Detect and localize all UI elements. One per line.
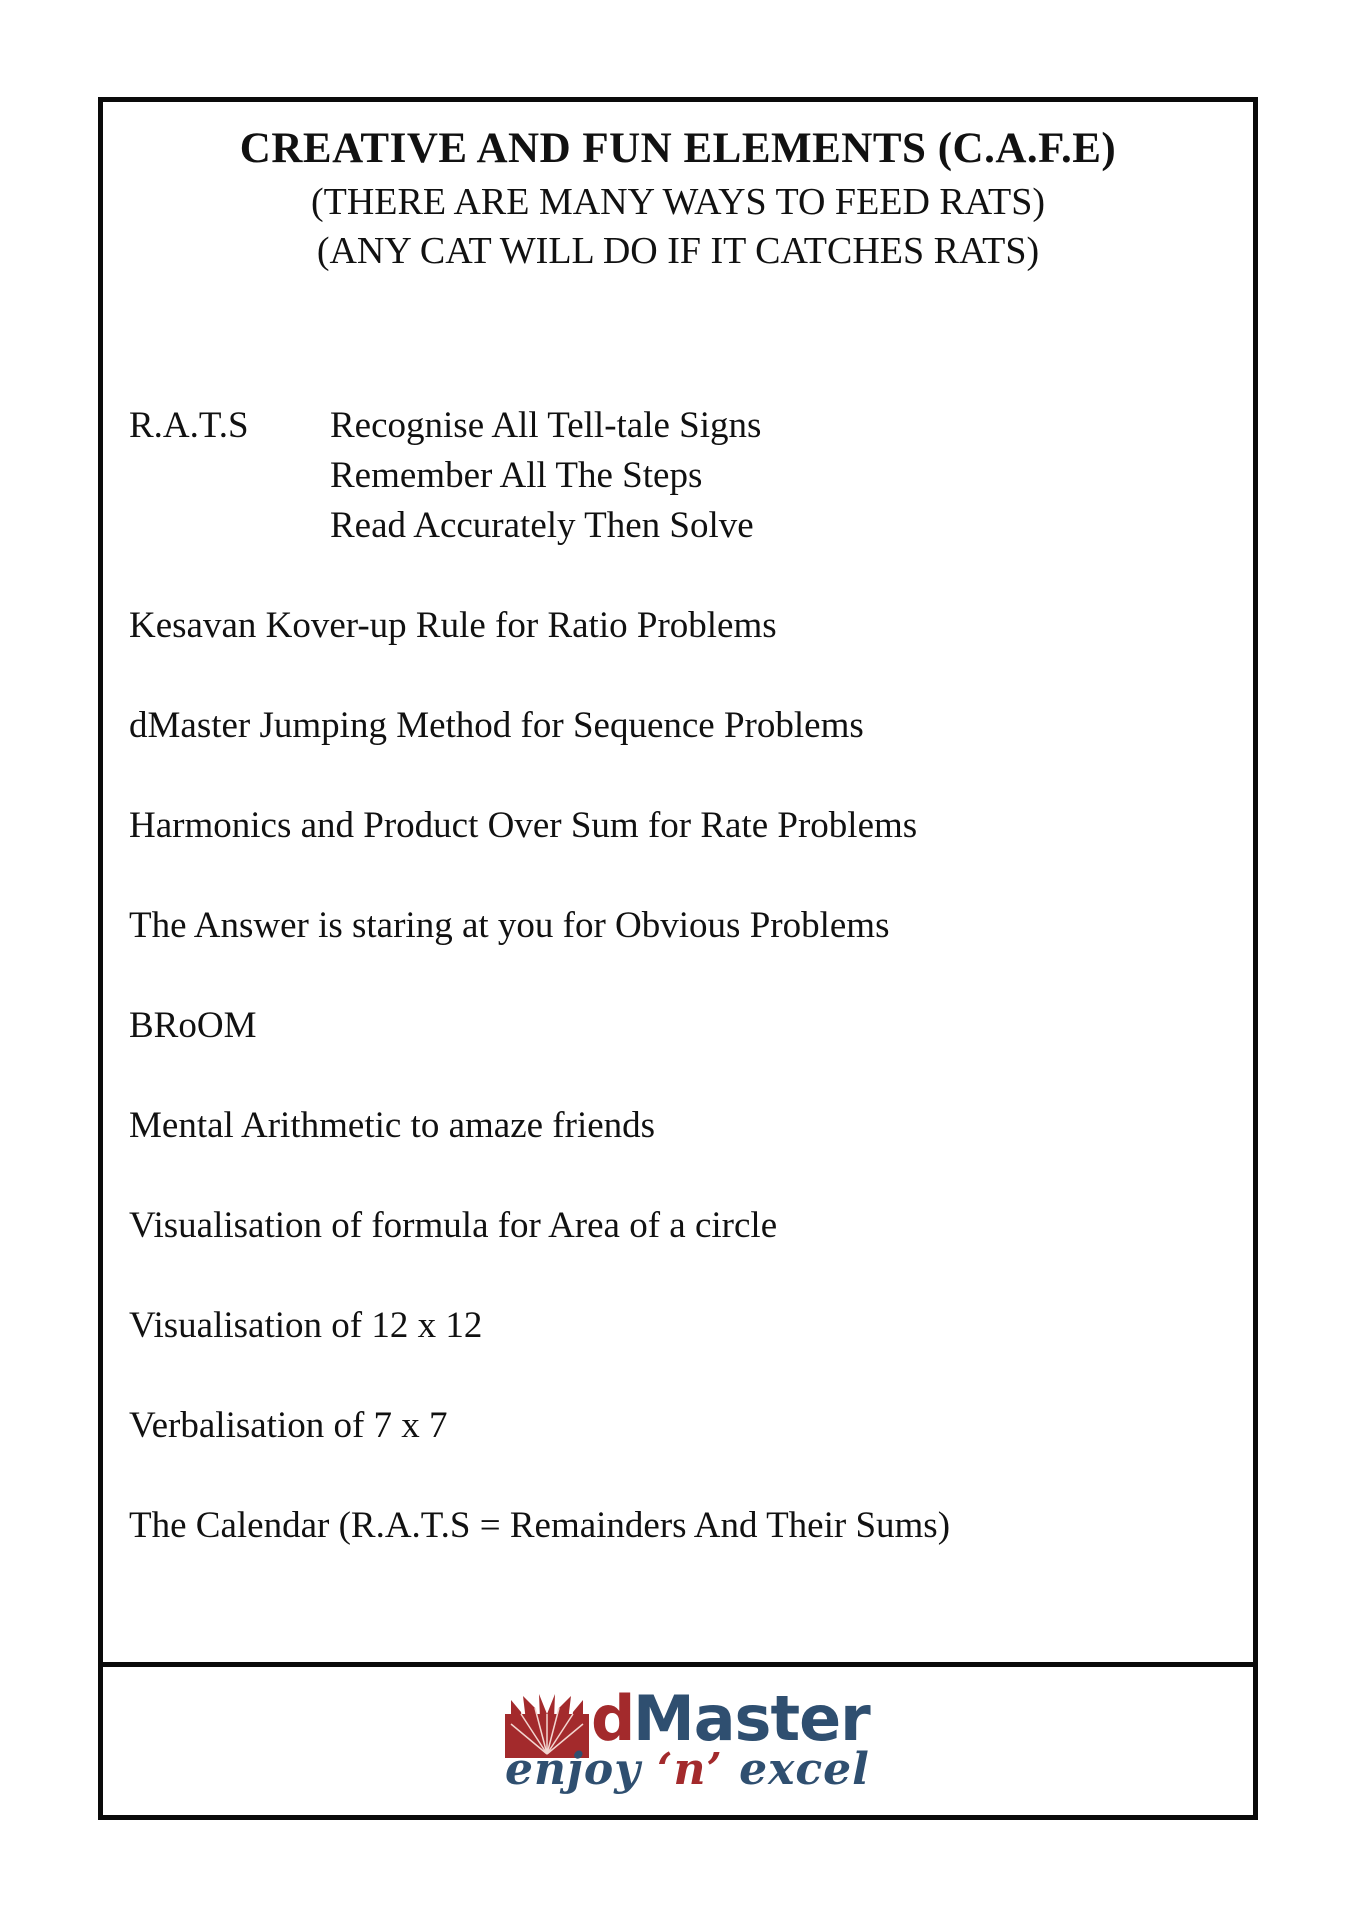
list-item: The Answer is staring at you for Obvious Problems (129, 905, 890, 946)
tagline-enjoy: enjoy (505, 1744, 658, 1795)
list-item: BRoOM (129, 1005, 257, 1046)
list-item: Visualisation of formula for Area of a circle (129, 1205, 778, 1246)
subtitle-catches-rats: (ANY CAT WILL DO IF IT CATCHES RATS) (316, 230, 1040, 272)
list-item: Kesavan Kover-up Rule for Ratio Problems (129, 605, 777, 646)
tagline-n: ‘n’ (657, 1744, 723, 1795)
list-item: Harmonics and Product Over Sum for Rate Problems (129, 805, 918, 846)
logo-brand-d: d (591, 1682, 636, 1755)
list-item: Visualisation of 12 x 12 (129, 1305, 483, 1346)
logo-brand-master: Master (633, 1682, 870, 1755)
list-item: The Calendar (R.A.T.S = Remainders And Their Sums) (129, 1505, 951, 1546)
document-frame (98, 97, 1258, 1820)
list-item: dMaster Jumping Method for Sequence Problems (129, 705, 864, 746)
logo-tagline (505, 1744, 870, 1795)
rats-item: Read Accurately Then Solve (330, 505, 754, 546)
tagline-excel: excel (722, 1744, 870, 1795)
dmaster-logo (103, 1672, 1253, 1812)
rats-item: Recognise All Tell-tale Signs (330, 405, 762, 446)
subtitle-feed-rats: (THERE ARE MANY WAYS TO FEED RATS) (310, 181, 1046, 223)
page-title: CREATIVE AND FUN ELEMENTS (C.A.F.E) (239, 125, 1117, 172)
footer-divider (103, 1662, 1253, 1667)
rats-label: R.A.T.S (129, 405, 249, 446)
rats-item: Remember All The Steps (330, 455, 703, 496)
list-item: Verbalisation of 7 x 7 (129, 1405, 448, 1446)
list-item: Mental Arithmetic to amaze friends (129, 1105, 656, 1146)
